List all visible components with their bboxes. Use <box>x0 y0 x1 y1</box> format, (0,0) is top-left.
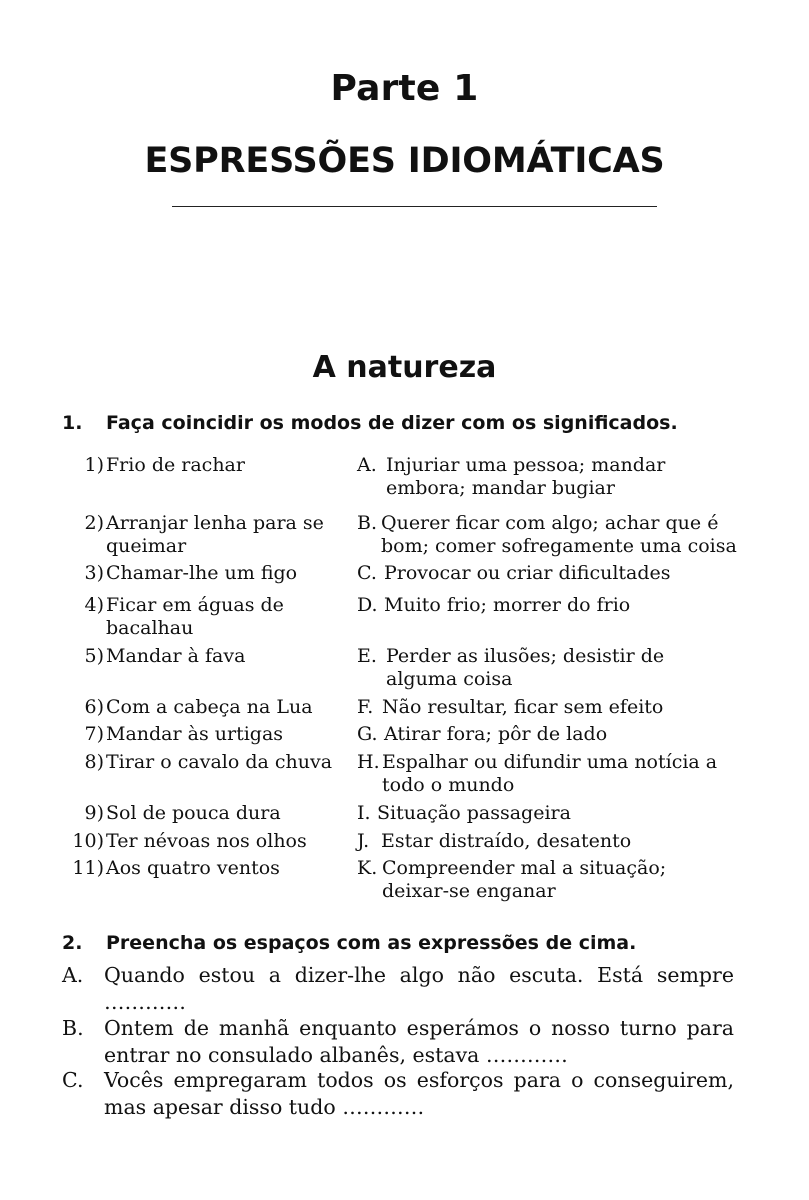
meaning-text: Provocar ou criar dificultades <box>384 562 671 584</box>
expression-number: 7) <box>84 723 104 745</box>
expression-text: Com a cabeça na Lua <box>106 696 313 718</box>
meaning-letter: I. <box>357 802 371 824</box>
meaning-letter: B. <box>357 512 378 534</box>
expression-text: Mandar às urtigas <box>106 723 284 745</box>
expression-text: Tirar o cavalo da chuva <box>106 751 333 773</box>
expression-number: 6) <box>84 696 104 718</box>
expression-number: 9) <box>84 802 104 824</box>
meaning-text: Situação passageira <box>377 802 571 824</box>
item-sentence: Ontem de manhã enquanto esperámos o nosso turno para entrar no consulado albanês, estava ………… <box>104 1016 734 1067</box>
meaning-letter: F. <box>357 696 374 718</box>
expression-text: Chamar-lhe um figo <box>106 562 298 584</box>
meaning-text: Não resultar, ficar sem efeito <box>382 696 664 718</box>
item-sentence: Quando estou a dizer-lhe algo não escuta. Está sempre ………… <box>104 963 734 1014</box>
item-letter: C. <box>62 1068 84 1092</box>
expression-number: 8) <box>84 751 104 773</box>
meaning-letter: J. <box>357 830 370 852</box>
exercise-number: 1. <box>62 412 83 434</box>
meaning-text: Querer ficar com algo; achar que é bom; comer sofregamente uma coisa <box>381 512 737 557</box>
part-title: Parte 1 <box>330 68 479 109</box>
meaning-text: Muito frio; morrer do frio <box>384 594 631 616</box>
page-title: ESPRESSÕES IDIOMÁTICAS <box>144 141 665 181</box>
expression-number: 5) <box>84 645 104 667</box>
expression-number: 1) <box>84 454 104 476</box>
meaning-text: Atirar fora; pôr de lado <box>384 723 608 745</box>
meaning-letter: A. <box>357 454 377 476</box>
expression-number: 2) <box>84 512 104 534</box>
expression-text: Ficar em águas de bacalhau <box>106 594 284 639</box>
expression-text: Frio de rachar <box>106 454 245 476</box>
item-sentence: Vocês empregaram todos os esforços para o conseguirem, mas apesar disso tudo ………… <box>104 1068 734 1119</box>
expression-number: 4) <box>84 594 104 616</box>
item-letter: A. <box>62 963 84 987</box>
meaning-text: Compreender mal a situação; deixar-se enganar <box>382 857 667 902</box>
expression-text: Arranjar lenha para se queimar <box>106 512 324 557</box>
exercise-instruction: Faça coincidir os modos de dizer com os significados. <box>106 412 678 434</box>
meaning-letter: H. <box>357 751 380 773</box>
meaning-text: Perder as ilusões; desistir de alguma coisa <box>386 645 665 690</box>
expression-number: 11) <box>72 857 104 879</box>
section-title: A natureza <box>312 350 497 385</box>
meaning-letter: K. <box>357 857 378 879</box>
expression-number: 10) <box>72 830 104 852</box>
meaning-letter: C. <box>357 562 377 584</box>
title-divider <box>172 206 657 207</box>
expression-number: 3) <box>84 562 104 584</box>
meaning-letter: D. <box>357 594 378 616</box>
meaning-text: Espalhar ou difundir uma notícia a todo o mundo <box>382 751 718 796</box>
meaning-letter: G. <box>357 723 378 745</box>
meaning-text: Injuriar uma pessoa; mandar embora; mandar bugiar <box>386 454 666 499</box>
expression-text: Sol de pouca dura <box>106 802 281 824</box>
meaning-letter: E. <box>357 645 377 667</box>
expression-text: Ter névoas nos olhos <box>106 830 307 852</box>
expression-text: Mandar à fava <box>106 645 246 667</box>
exercise-instruction: Preencha os espaços com as expressões de cima. <box>106 932 637 954</box>
exercise-number: 2. <box>62 932 83 954</box>
item-letter: B. <box>62 1016 84 1040</box>
expression-text: Aos quatro ventos <box>106 857 280 879</box>
meaning-text: Estar distraído, desatento <box>381 830 632 852</box>
